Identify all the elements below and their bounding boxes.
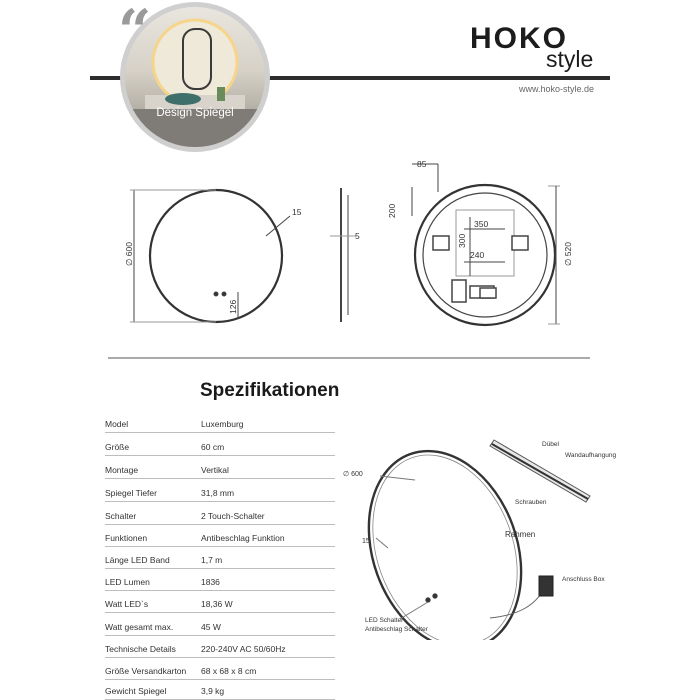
spec-value: 45 W [201,622,221,632]
spec-key: Länge LED Band [105,555,170,565]
connection-box-icon [539,576,553,596]
spec-value: Antibeschlag Funktion [201,533,285,543]
spec-value: Luxemburg [201,419,244,429]
front-mirror-outline [150,190,282,322]
spec-value: 60 cm [201,442,225,452]
exploded-diameter: ∅ 600 [343,471,363,478]
spec-row [105,456,335,479]
antifog-switch-dot [433,594,437,598]
back-dim-240: 240 [470,250,485,260]
spec-row [105,479,335,502]
spec-key: Gewicht Spiegel [105,686,167,696]
label-wall-mount: Wandaufhangung [565,452,617,459]
spec-row [105,568,335,591]
label-antifog-switch: Antibeschlag Schalter [365,626,428,633]
spec-key: Größe Versandkarton [105,666,187,676]
spec-key: LED Lumen [105,577,150,587]
spec-key: Größe [105,442,130,452]
front-dim-126: 126 [228,299,238,314]
spec-value: 68 x 68 x 8 cm [201,666,257,676]
spec-row [105,524,335,547]
quote-icon: “ [118,0,152,65]
spec-value: 31,8 mm [201,488,235,498]
side-dim-5: 5 [355,231,360,241]
label-connection-box: Anschluss Box [562,576,605,583]
back-mirror-outline [415,185,555,325]
spec-row [105,502,335,525]
bracket-left [433,236,449,250]
spec-row [105,433,335,456]
spec-row [105,635,335,658]
touch-switch-1 [214,292,218,296]
spec-value: 220-240V AC 50/60Hz [201,644,286,654]
spec-key: Spiegel Tiefer [105,488,157,498]
label-frame: Rahmen [505,530,536,539]
front-diameter-label: ∅ 600 [124,242,134,266]
exploded-dim-15: 15 [362,538,370,545]
exploded-view [340,430,600,640]
back-diameter-label: ∅ 520 [563,242,573,266]
spec-row [105,677,335,700]
brand-logo: HOKO [470,22,568,55]
spec-key: Model [105,419,129,429]
spec-value: 3,9 kg [201,686,225,696]
front-dim-15: 15 [292,207,302,217]
spec-key: Watt gesamt max. [105,622,174,632]
back-dim-200: 200 [387,203,397,218]
spec-row [105,546,335,569]
spec-key: Technische Details [105,644,176,654]
connection-box [452,280,466,302]
spec-key: Watt LED`s [105,599,149,609]
spec-value: 1,7 m [201,555,223,565]
spec-key: Montage [105,465,139,475]
spec-row [105,590,335,613]
brand-logo-sub: style [546,46,594,72]
spec-value: Vertikal [201,465,229,475]
back-dim-350: 350 [474,219,489,229]
spec-value: 1836 [201,577,220,587]
label-screws: Schrauben [515,499,547,506]
hero-caption: Design Spiegel [156,107,234,119]
spec-row [105,410,335,433]
spec-value: 2 Touch-Schalter [201,511,265,521]
spec-key: Schalter [105,511,137,521]
led-switch-dot [426,598,430,602]
bracket-right [512,236,528,250]
touch-switch-2 [222,292,226,296]
back-dim-300: 300 [457,233,467,248]
label-led-switch: LED Schalter [365,617,404,624]
back-dim-85: 85 [417,159,427,169]
spec-row [105,613,335,636]
spec-title: Spezifikationen [200,380,340,401]
spec-value: 18,36 W [201,599,233,609]
label-duebel: Dübel [542,441,559,448]
spec-key: Funktionen [105,533,148,543]
website-url: www.hoko-style.de [519,84,595,94]
